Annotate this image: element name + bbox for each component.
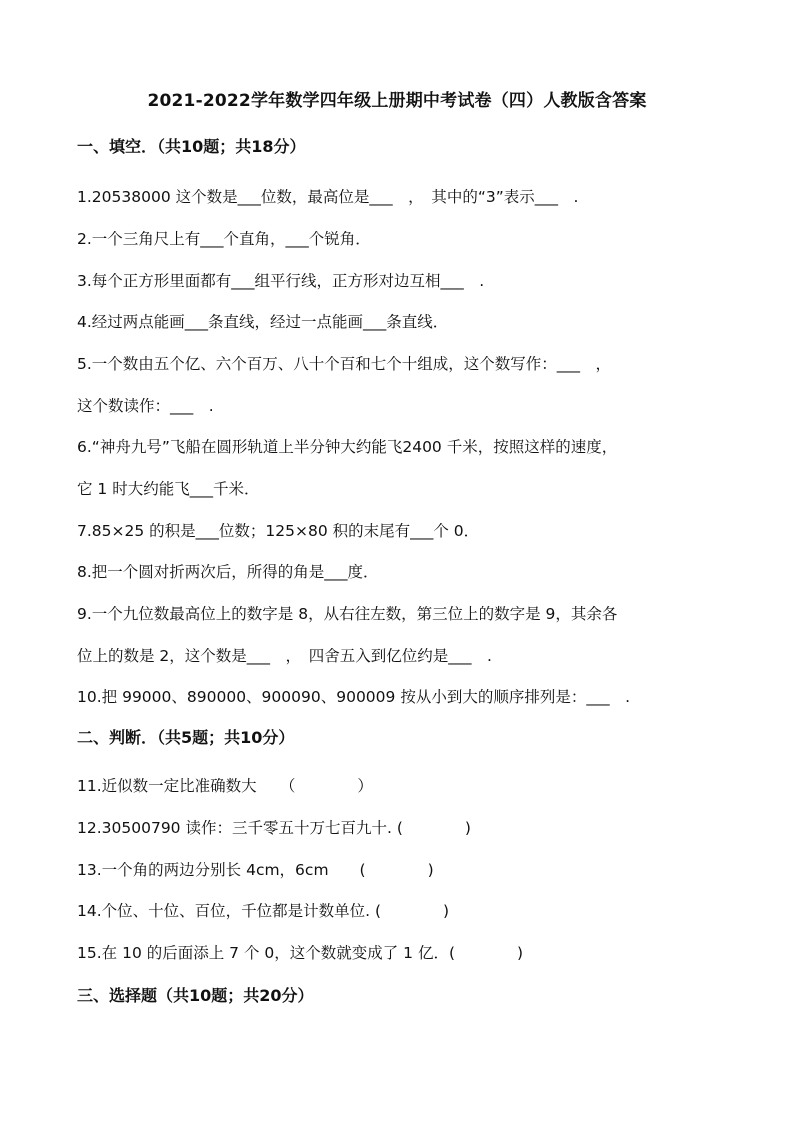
question-line-continuation: 它 1 时大约能飞___千米．	[77, 480, 260, 498]
question-line: 4.经过两点能画___条直线，经过一点能画___条直线．	[77, 313, 449, 331]
question-line: 13.一个角的两边分别长 4cm，6cm ( )	[77, 861, 434, 879]
section-heading-fill-in: 一、填空．（共10题；共18分）	[77, 137, 306, 156]
question-line: 9.一个九位数最高位上的数字是 8，从右往左数，第三位上的数字是 9，其余各	[77, 605, 618, 623]
question-line: 2.一个三角尺上有___个直角，___个锐角．	[77, 230, 371, 248]
question-line: 5.一个数由五个亿、六个百万、八十个百和七个十组成，这个数写作：___ ，	[77, 355, 612, 373]
question-line: 8.把一个圆对折两次后，所得的角是___度．	[77, 563, 379, 581]
question-line: 11.近似数一定比准确数大 （ ）	[77, 777, 373, 795]
question-line: 6.“神舟九号”飞船在圆形轨道上半分钟大约能飞2400 千米，按照这样的速度，	[77, 438, 618, 456]
page-title: 2021-2022学年数学四年级上册期中考试卷（四）人教版含答案	[147, 91, 647, 111]
question-line-continuation: 位上的数是 2，这个数是___ ， 四舍五入到亿位约是___ .	[77, 647, 492, 665]
section-heading-true-false: 二、判断．（共5题；共10分）	[77, 728, 295, 747]
question-line: 7.85×25 的积是___位数；125×80 积的末尾有___个 0．	[77, 522, 480, 540]
question-line: 12.30500790 读作：三千零五十万七百九十. ( )	[77, 819, 471, 837]
section-heading-multiple-choice: 三、选择题（共10题；共20分）	[77, 986, 314, 1005]
question-line: 15.在 10 的后面添上 7 个 0，这个数就变成了 1 亿．( )	[77, 944, 524, 962]
question-line: 14.个位、十位、百位，千位都是计数单位. ( )	[77, 902, 450, 920]
question-line: 1.20538000 这个数是___位数，最高位是___ ， 其中的“3”表示___ .	[77, 188, 579, 206]
question-line-continuation: 这个数读作：___ .	[77, 397, 214, 415]
question-line: 10.把 99000、890000、900090、900009 按从小到大的顺序排列是：___ .	[77, 688, 630, 706]
question-line: 3.每个正方形里面都有___组平行线，正方形对边互相___ .	[77, 272, 485, 290]
